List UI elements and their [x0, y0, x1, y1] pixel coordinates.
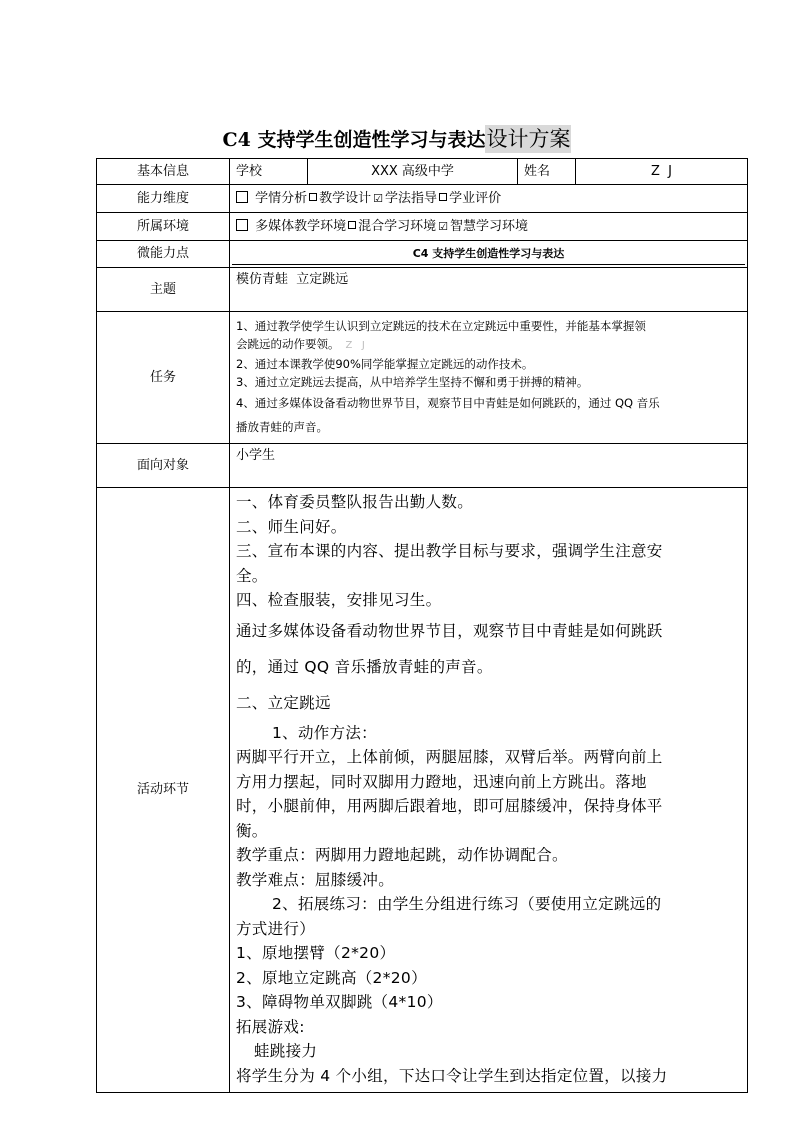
document-title: [0, 122, 794, 157]
school-value: XXX 高级中学: [308, 159, 518, 185]
ability-item: 学法指导: [385, 190, 438, 206]
topic-label: 主题: [97, 268, 230, 312]
ability-label: 能力维度: [97, 185, 230, 213]
activity-line: 二、立定跳远: [236, 693, 331, 712]
row-micro-skill: [97, 241, 748, 268]
basic-info-label: 基本信息: [97, 159, 230, 185]
activity-line: 全。: [236, 566, 268, 585]
row-topic: [97, 268, 748, 312]
ghost-text: Z J: [345, 339, 365, 351]
activity-line: 的，通过 QQ 音乐播放青蛙的声音。: [236, 657, 493, 676]
row-audience: [97, 444, 748, 488]
micro-skill-label: 微能力点: [97, 241, 230, 268]
environment-item: 智慧学习环境: [450, 218, 529, 234]
task-line: 2、通过本课教学使90%同学能掌握立定跳远的动作技术。: [236, 356, 534, 371]
design-table: [96, 158, 748, 1093]
title-highlight: 设计方案: [486, 127, 571, 151]
activity-line: 三、宣布本课的内容、提出教学目标与要求，强调学生注意安: [236, 542, 663, 560]
activity-line: 2、原地立定跳高（2*20）: [236, 968, 427, 987]
audience-value: 小学生: [230, 444, 748, 488]
checkbox-icon: [348, 221, 356, 229]
activity-line: 方用力摆起，同时双脚用力蹬地，迅速向前上方跳出。落地: [236, 772, 647, 791]
row-activity: [97, 488, 748, 1093]
underline: [232, 264, 745, 265]
name-label: 姓名: [518, 159, 576, 185]
task-content: [230, 312, 748, 444]
row-ability: [97, 185, 748, 213]
task-line: 播放青蛙的声音。: [236, 419, 328, 434]
title-main: C4 支持学生创造性学习与表达: [222, 129, 486, 151]
environment-item: 混合学习环境: [358, 218, 437, 234]
task-line: 1、通过教学使学生认识到立定跳远的技术在立定跳远中重要性，并能基本掌握领: [236, 318, 646, 333]
task-line: 3、通过立定跳远去提高，从中培养学生坚持不懈和勇于拼搏的精神。: [236, 374, 589, 389]
activity-line: 3、障碍物单双脚跳（4*10）: [236, 993, 443, 1011]
checkbox-icon: [309, 193, 317, 201]
topic-value: 模仿青蛙 立定跳远: [230, 268, 748, 312]
activity-line: 通过多媒体设备看动物世界节目，观察节目中青蛙是如何跳跃: [236, 621, 663, 640]
school-label: 学校: [230, 159, 308, 185]
environment-label: 所属环境: [97, 213, 230, 241]
task-label: 任务: [97, 312, 230, 444]
activity-line: 一、体育委员整队报告出勤人数。: [236, 493, 474, 511]
activity-line: 四、检查服装，安排见习生。: [236, 591, 442, 609]
checked-box-icon: ☑: [373, 191, 384, 205]
activity-line: 拓展游戏:: [236, 1017, 305, 1036]
activity-line: 教学难点：屈膝缓冲。: [236, 870, 395, 889]
task-line-row: [236, 335, 741, 355]
activity-line: 衡。: [236, 821, 268, 840]
checked-box-icon: ☑: [438, 219, 449, 233]
checkbox-icon: [439, 193, 447, 201]
ability-item: 教学设计: [319, 190, 372, 206]
environment-options: [230, 213, 748, 241]
task-line: 4、通过多媒体设备看动物世界节目，观察节目中青蛙是如何跳跃的，通过 QQ 音乐: [236, 395, 660, 410]
ability-item: 学业评价: [449, 190, 502, 206]
activity-line: 1、动作方法：: [272, 723, 377, 742]
activity-line: 1、原地摆臂（2*20）: [236, 944, 396, 962]
task-line: 会跳远的动作要领。: [236, 336, 340, 351]
activity-line: 时，小腿前伸，用两脚后跟着地，即可屈膝缓冲，保持身体平: [236, 797, 663, 815]
activity-line: 教学重点：两脚用力蹬地起跳，动作协调配合。: [236, 846, 568, 864]
environment-item: 多媒体教学环境: [255, 218, 347, 234]
checkbox-icon: [236, 191, 248, 203]
activity-line: 蛙跳接力: [254, 1042, 318, 1060]
checkbox-icon: [236, 219, 248, 231]
activity-line: 方式进行）: [236, 919, 316, 938]
row-environment: [97, 213, 748, 241]
micro-skill-value: C4 支持学生创造性学习与表达: [412, 247, 565, 260]
name-value: Z J: [576, 159, 748, 185]
activity-label: 活动环节: [97, 488, 230, 1093]
activity-line: 2、拓展练习：由学生分组进行练习（要使用立定跳远的: [272, 895, 662, 913]
activity-line: 二、师生问好。: [236, 517, 347, 536]
activity-line: 将学生分为 4 个小组，下达口令让学生到达指定位置，以接力: [236, 1066, 668, 1085]
audience-label: 面向对象: [97, 444, 230, 488]
row-task: [97, 312, 748, 444]
row-basic-info: [97, 159, 748, 185]
ability-item: 学情分析: [255, 190, 308, 206]
activity-line: 两脚平行开立，上体前倾，两腿屈膝，双臂后举。两臂向前上: [236, 748, 663, 766]
ability-options: [230, 185, 748, 213]
micro-skill-cell: [230, 241, 748, 268]
activity-content: [230, 488, 748, 1093]
